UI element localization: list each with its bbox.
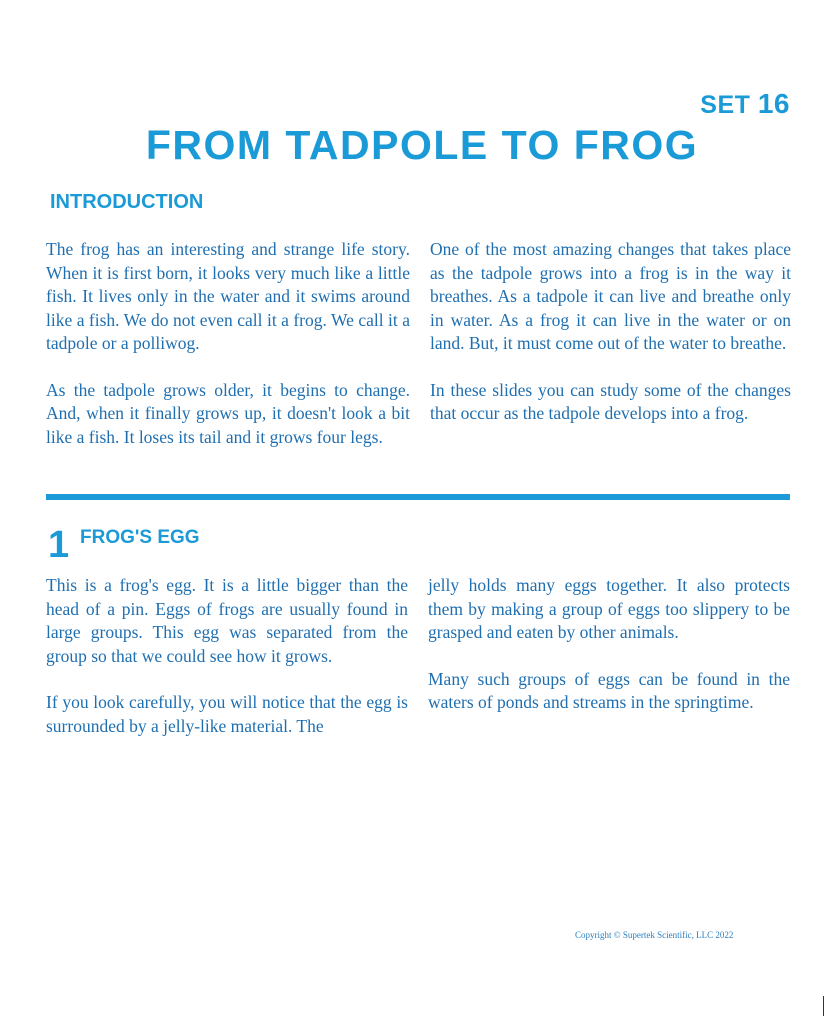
egg-paragraph: Many such groups of eggs can be found in the waters of ponds and streams in the springtime. [428, 668, 790, 712]
egg-paragraph: jelly holds many eggs together. It also protects them by making a group of eggs too slippery to be grasped and eaten by other animals. [428, 575, 790, 642]
set-number: 16 [757, 88, 790, 119]
section-divider [46, 494, 790, 500]
page-title: FROM TADPOLE TO FROG [145, 122, 699, 168]
introduction-heading: INTRODUCTION [50, 191, 204, 213]
section-number: 1 [48, 524, 70, 566]
scan-edge-mark [823, 996, 824, 1016]
copyright-notice: Copyright © Supertek Scientific, LLC 2022 [575, 930, 734, 940]
frogs-egg-heading: FROG'S EGG [80, 527, 200, 548]
egg-paragraph: If you look carefully, you will notice that the egg is surrounded by a jelly-like material. The [46, 692, 408, 736]
introduction-left-column [46, 238, 410, 449]
frogs-egg-right-column [428, 574, 790, 715]
intro-paragraph: One of the most amazing changes that takes place as the tadpole grows into a frog is in the way it breathes. As a tadpole it can live and breathe only in water. As a frog it can live in the water or on land. But, it must come out of the water to breathe. [430, 239, 791, 353]
intro-paragraph: In these slides you can study some of the changes that occur as the tadpole develops into a frog. [430, 379, 791, 423]
set-prefix: SET [700, 91, 751, 119]
intro-paragraph: As the tadpole grows older, it begins to change. And, when it finally grows up, it doesn't look a bit like a fish. It loses its tail and it grows four legs. [46, 379, 410, 447]
frogs-egg-left-column [46, 574, 408, 738]
set-label [700, 88, 790, 120]
intro-paragraph: The frog has an interesting and strange life story. When it is first born, it looks very much like a little fish. It lives only in the water and it swims around like a fish. We do not even call it a frog. We call it a tadpole or a polliwog. [46, 239, 410, 353]
egg-paragraph: This is a frog's egg. It is a little bigger than the head of a pin. Eggs of frogs are usually found in large groups. This egg was separated from the group so that we could see how it grows. [46, 575, 408, 666]
introduction-right-column [430, 238, 791, 426]
